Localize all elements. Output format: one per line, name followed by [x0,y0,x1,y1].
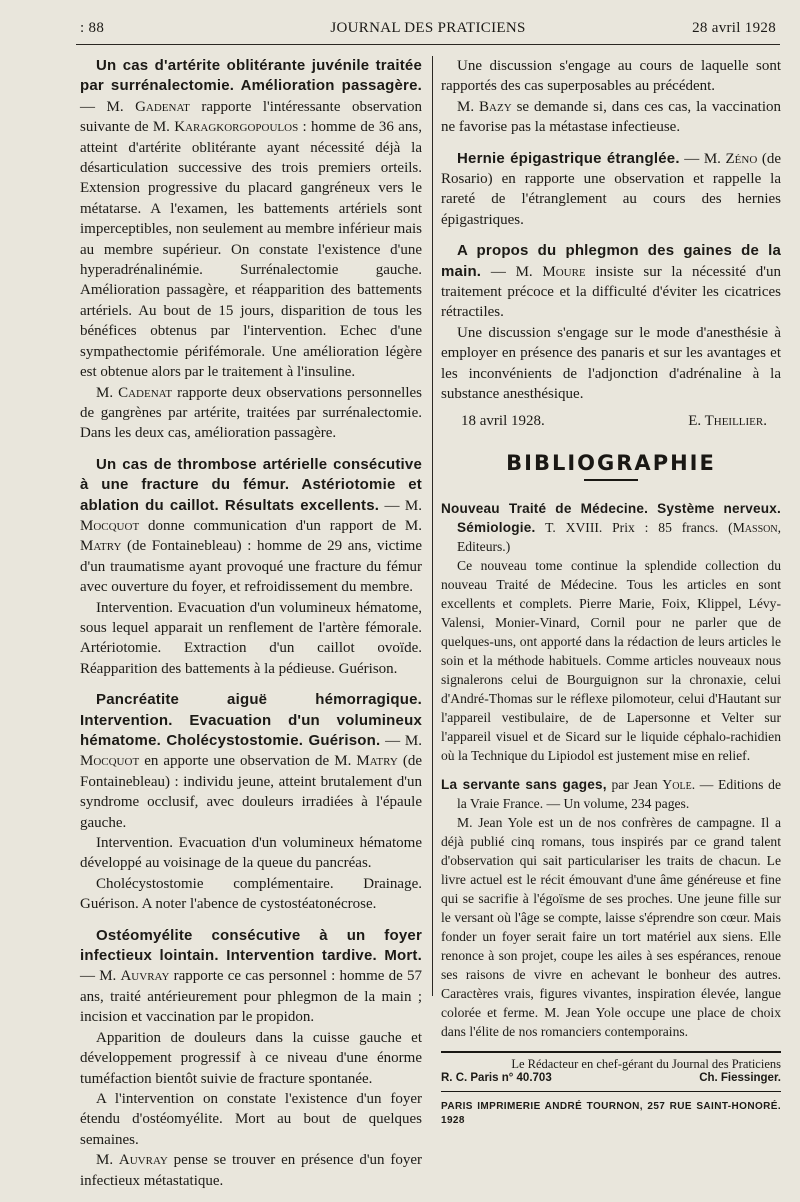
article-title: Pancréatite aiguë hémorragique. Intervention. Evacuation d'un volumineux hématome. Cholécystostomie. Guérison. [80,691,422,749]
article-paragraph [80,690,422,833]
text-run: (de Fontainebleau) : individu jeune, atteint brutalement d'un syndrome occlusif, avec douleurs irradiées à l'épaule gauche. [80,753,422,831]
text-run: — M. [80,968,121,985]
right-column [441,56,781,1128]
article-paragraph [441,241,781,323]
author-name: Cadenat [118,384,173,401]
text-run: — M. [679,150,726,167]
text-run: — M. [379,497,422,514]
bibliography-entry [441,775,781,1041]
page-number: : 88 [80,20,105,36]
text-run: . — Editions de la Vraie France. — Un volume, 234 pages. [457,777,781,812]
bibliography-entry [441,499,781,765]
text-run: (de Rosario) en rapporte une observation et rappelle la rareté de l'étranglement au cours des hernies épigastriques. [441,150,781,228]
text-run: (de Fontainebleau) : homme de 29 ans, victime d'un traumatisme ayant provoqué une fracture du fémur avec ouverture du foyer, et refroidissement du membre. [80,538,422,596]
article-paragraph [441,97,781,138]
author-name: Mocquot [80,753,140,770]
left-column [80,56,422,1202]
text-run: pense se trouver en présence d'un foyer infectieux métastatique. [80,1152,422,1189]
entry-title: Nouveau Traité de Médecine. Système nerveux. Sémiologie. [441,501,781,536]
author-name: Zéno [725,150,758,167]
author-name: Matry [80,538,122,555]
text-run: en apporte une observation de M. [139,753,357,770]
article-osteomyelite [80,926,422,1191]
signature-name: E. Theillier. [688,412,767,429]
bibliography-heading: BIBLIOGRAPHIE [506,450,716,475]
author-name: Bazy [479,98,512,115]
text-run: M. [96,1152,119,1169]
registration-line [441,1071,781,1085]
printer-line: PARIS IMPRIMERIE ANDRÉ TOURNON, 257 RUE SAINT-HONORÉ. 1928 [441,1091,781,1128]
text-run: M. [457,98,480,115]
article-paragraph: Apparition de douleurs dans la cuisse gauche et développement progressif à ce niveau d'une énorme tuméfaction bientôt suivie de fracture spontanée. [80,1029,422,1087]
article-thrombose [80,455,422,679]
journal-title: JOURNAL DES PRATICIENS [330,20,526,36]
entry-paragraph: M. Jean Yole est un de nos confrères de campagne. Il a déjà publié cinq romans, tous inspirés par ce grand talent d'observation qui sait particulariser les traits de chacun. Le livre actuel est le récit émouvant d'une âme généreuse et fine qui se sacrifie à l'égoïsme de ses proches. Une jeune fille sur le versant où l'âge se compte, laisse s'éprendre son cœur. Mais fonder un foyer serait faire un tort matériel aux siens. Elle renonce à son projet, coupe les ailes à ses espérances, renoue ses raisons de vivre en achevant le bonheur des autres. Caractères vrais, figures vivantes, inspiration élevée, langue colorée et ferme. M. Jean Yole occupe une place de choix dans l'élite de nos romanciers contemporains. [441,815,781,1040]
text-run: , Editeurs.) [457,520,781,555]
imprint-block [441,1051,781,1128]
text-run: rapporte ce cas personnel : homme de 57 ans, traité antérieurement pour phlegmon de la main ; incision et vaccination par le propidon. [80,968,422,1026]
entry-paragraph: Ce nouveau tome continue la splendide collection du nouveau Traité de Médecine. Tous les articles en sont excellents et complets. Pierre Marie, Foix, Klippel, Lévy-Valensi, Monier-Vinard, Cornil pour ne parler que de quelques-uns, ont apporté dans la rédaction de leurs articles le soin et la méthode habituels. Comme articles nouveaux nous signalerons celui de Bourguignon sur la chronaxie, celui d'André-Thomas sur le réflexe pilomoteur, celui d'Hautant sur l'appareil vestibulaire, de de Lapersonne et Velter sur l'appareil visuel et de Sicard sur le liquide céphalo-rachidien où la Technique du Lipiodol est justement mise en relief. [441,558,781,764]
entry-heading [441,499,781,556]
bibliography-rule [584,479,638,481]
author-name: Yole [662,777,692,793]
issue-date: 28 avril 1928 [692,20,776,36]
discussion-continued [441,56,781,138]
entry-heading [441,775,781,813]
header-rule [76,44,780,45]
article-title: Hernie épigastrique étranglée. [457,149,680,167]
text-run: : homme de 36 ans, atteint d'artérite oblitérante ayant nécessité déjà la désarticulation successive des trois premiers orteils. Extension progressive du placard gangréneux vers le métatarse. A l'examen, les battements artériels sont imperceptibles, non seulement au membre inférieur mais au membre supérieur. On constate l'existence d'une hyperadrénalinémie. Surrénalectomie gauche. Amélioration passagère, et réapparition des battements artériels. Au bout de 15 jours, disparition de tous les bénéfices obtenus par l'intervention. Echec d'une sympathectomie périfémorale. Une amélioration légère est obtenue alors par le traitement à l'insuline. [80,119,422,381]
article-paragraph: Une discussion s'engage au cours de laquelle sont rapportés des cas superposables au précédent. [441,58,781,95]
article-hernie [441,149,781,231]
text-run: par Jean [606,777,663,793]
editor-line: Le Rédacteur en chef-gérant du Journal des Praticiens [511,1057,781,1072]
article-phlegmon [441,241,781,431]
text-run: insiste sur la nécessité d'un traitement précoce et la difficulté d'éviter les cicatrices rétractiles. [441,263,781,321]
text-run: rapporte l'intéressante observation suivante de M. [80,98,422,136]
article-paragraph: Intervention. Evacuation d'un volumineux hématome développé au voisinage de la queue du pancréas. [80,835,422,872]
article-title: Ostéomyélite consécutive à un foyer infectieux lointain. Intervention tardive. Mort. [80,926,422,965]
author-name: Matry [356,753,398,770]
text-run: — M. [80,98,136,115]
article-paragraph [80,56,422,383]
author-name: Karagkorgopoulos [174,119,299,136]
article-paragraph [80,383,422,444]
article-paragraph: A l'intervention on constate l'existence d'un foyer étendu d'ostéomyélite. Mort au bout de quelques semaines. [80,1090,422,1148]
article-paragraph [441,149,781,231]
article-paragraph [80,455,422,598]
trade-register: R. C. Paris n° 40.703 [441,1072,552,1085]
article-paragraph [80,1150,422,1191]
article-paragraph [80,926,422,1028]
article-title: Un cas d'artérite oblitérante juvénile traitée par surrénalectomie. Amélioration passagère. [80,57,422,95]
publisher-name: Masson [732,520,778,536]
article-paragraph: Cholécystostomie complémentaire. Drainage. Guérison. A noter l'abence de cystostéatonécrose. [80,875,422,913]
running-header [80,20,776,40]
signature-line [441,411,781,431]
article-paragraph: Une discussion s'engage sur le mode d'anesthésie à employer en présence des panaris et sur les avantages et les inconvénients de l'adjonction d'adrénaline à la substance anesthésique. [441,324,781,403]
author-name: Gadenat [135,98,190,115]
column-divider [432,56,433,996]
author-name: Moure [542,263,586,280]
author-name: Auvray [118,1152,168,1169]
article-pancreatite [80,690,422,914]
text-run: — M. [380,733,422,749]
signature-date: 18 avril 1928. [461,412,545,429]
text-run: se demande si, dans ces cas, la vaccination ne favorise pas la métastase infectieuse. [441,98,782,136]
text-run: T. XVIII. Prix : 85 francs. ( [535,520,733,536]
article-paragraph: Intervention. Evacuation d'un volumineux hématome, sous lequel apparait un renflement de l'artère fémorale. Artériotomie. Extraction d'un caillot ovoïde. Réapparition des battements à la pédieuse. Guérison. [80,599,422,677]
manager-name: Ch. Fiessinger. [699,1072,781,1085]
text-run: M. [96,384,119,401]
author-name: Auvray [120,968,170,985]
article-title: A propos du phlegmon des gaines de la main. [441,242,781,280]
author-name: Mocquot [80,517,140,534]
text-run: — M. [481,263,543,280]
article-arterite [80,56,422,444]
article-title: Un cas de thrombose artérielle consécutive à une fracture du fémur. Astériotomie et ablation du caillot. Résultats excellents. [80,455,422,514]
text-run: rapporte deux observations personnelles de gangrènes par artérite, traitées par surrénalectomie. Dans les deux cas, amélioration passagère. [80,384,422,442]
entry-title: La servante sans gages, [441,777,607,793]
text-run: donne communication d'un rapport de M. [139,517,422,534]
